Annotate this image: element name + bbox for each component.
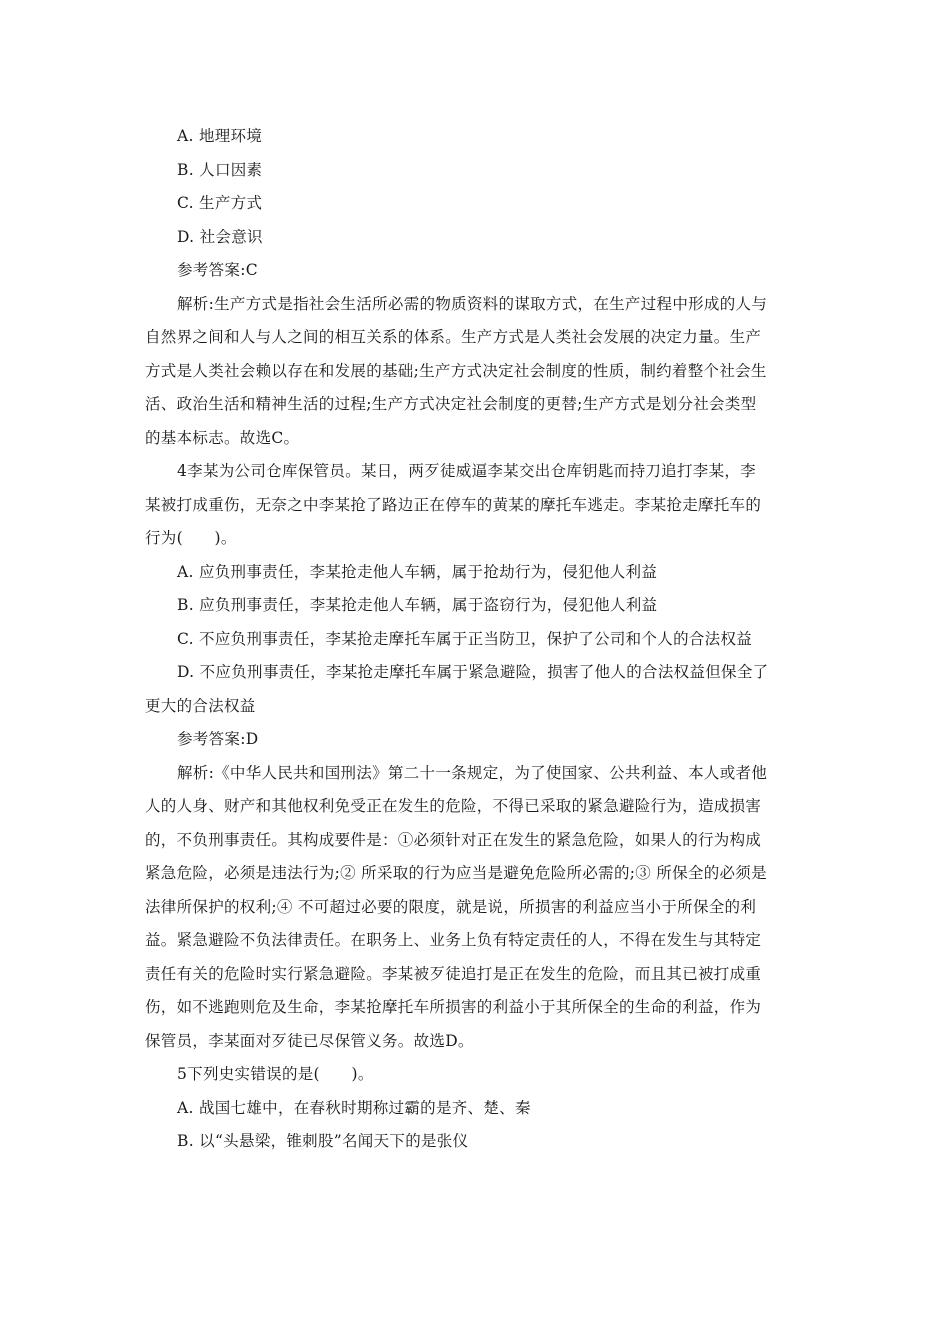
q4-analysis-line: 责任有关的危险时实行紧急避险。李某被歹徒追打是正在发生的危险，而且其已被打成重 — [145, 964, 762, 983]
q5-question: 5下列史实错误的是( )。 — [177, 1065, 374, 1083]
q4-question-line: 4李某为公司仓库保管员。某日，两歹徒威逼李某交出仓库钥匙而持刀追打李某，李 — [177, 462, 756, 480]
q4-analysis-line: 人的人身、财产和其他权利免受正在发生的危险，不得已采取的紧急避险行为，造成损害 — [145, 797, 762, 815]
q4-option-d-line: 更大的合法权益 — [145, 696, 256, 715]
q4-analysis-line: 益。紧急避险不负法律责任。在职务上、业务上负有特定责任的人，不得在发生与其特定 — [145, 931, 762, 949]
q3-option-a: A. 地理环境 — [177, 127, 263, 145]
q3-analysis-line: 方式是人类社会赖以存在和发展的基础;生产方式决定社会制度的性质，制约着整个社会生 — [145, 361, 767, 380]
q3-option-b: B. 人口因素 — [177, 160, 263, 179]
q4-question-line: 某被打成重伤，无奈之中李某抢了路边正在停车的黄某的摩托车逃走。李某抢走摩托车的 — [145, 495, 762, 514]
q4-question — [145, 455, 805, 556]
q4-option-a: A. 应负刑事责任，李某抢走他人车辆，属于抢劫行为，侵犯他人利益 — [177, 562, 658, 581]
document-content — [145, 120, 805, 1159]
q5-option-b: B. 以“头悬梁，锥刺股”名闻天下的是张仪 — [177, 1132, 469, 1150]
q3-answer: 参考答案:C — [177, 261, 258, 279]
q3-analysis-line: 解析:生产方式是指社会生活所必需的物质资料的谋取方式，在生产过程中形成的人与 — [177, 294, 768, 313]
q3-analysis-line: 的基本标志。故选C。 — [145, 428, 300, 447]
q5-option-a: A. 战国七雄中，在春秋时期称过霸的是齐、楚、秦 — [177, 1098, 531, 1117]
q4-question-line: 行为( )。 — [145, 529, 237, 547]
q3-analysis — [145, 288, 805, 456]
q4-analysis-line: 解析:《中华人民共和国刑法》第二十一条规定，为了使国家、公共利益、本人或者他 — [177, 763, 768, 782]
q4-analysis-line: 紧急危险，必须是违法行为;② 所采取的行为应当是避免危险所必需的;③ 所保全的必须是 — [145, 864, 767, 882]
q4-option-c: C. 不应负刑事责任，李某抢走摩托车属于正当防卫，保护了公司和个人的合法权益 — [177, 629, 753, 648]
q4-answer: 参考答案:D — [177, 730, 259, 748]
q4-option-d — [145, 656, 805, 723]
q4-analysis-line: 法律所保护的权利;④ 不可超过必要的限度，就是说，所损害的利益应当小于所保全的利 — [145, 897, 757, 916]
q3-option-d: D. 社会意识 — [177, 227, 263, 246]
q3-analysis-line: 自然界之间和人与人之间的相互关系的体系。生产方式是人类社会发展的决定力量。生产 — [145, 328, 762, 346]
q4-analysis-line: 伤，如不逃跑则危及生命，李某抢摩托车所损害的利益小于其所保全的生命的利益，作为 — [145, 998, 762, 1016]
q4-analysis-line: 保管员，李某面对歹徒已尽保管义务。故选D。 — [145, 1031, 474, 1050]
q3-option-c: C. 生产方式 — [177, 194, 263, 212]
q4-analysis-line: 的，不负刑事责任。其构成要件是：①必须针对正在发生的紧急危险，如果人的行为构成 — [145, 830, 762, 849]
q3-analysis-line: 活、政治生活和精神生活的过程;生产方式决定社会制度的更替;生产方式是划分社会类型 — [145, 395, 757, 413]
q4-option-b: B. 应负刑事责任，李某抢走他人车辆，属于盗窃行为，侵犯他人利益 — [177, 596, 658, 614]
q4-analysis — [145, 757, 805, 1059]
q4-option-d-line: D. 不应负刑事责任，李某抢走摩托车属于紧急避险，损害了他人的合法权益但保全了 — [177, 663, 769, 681]
